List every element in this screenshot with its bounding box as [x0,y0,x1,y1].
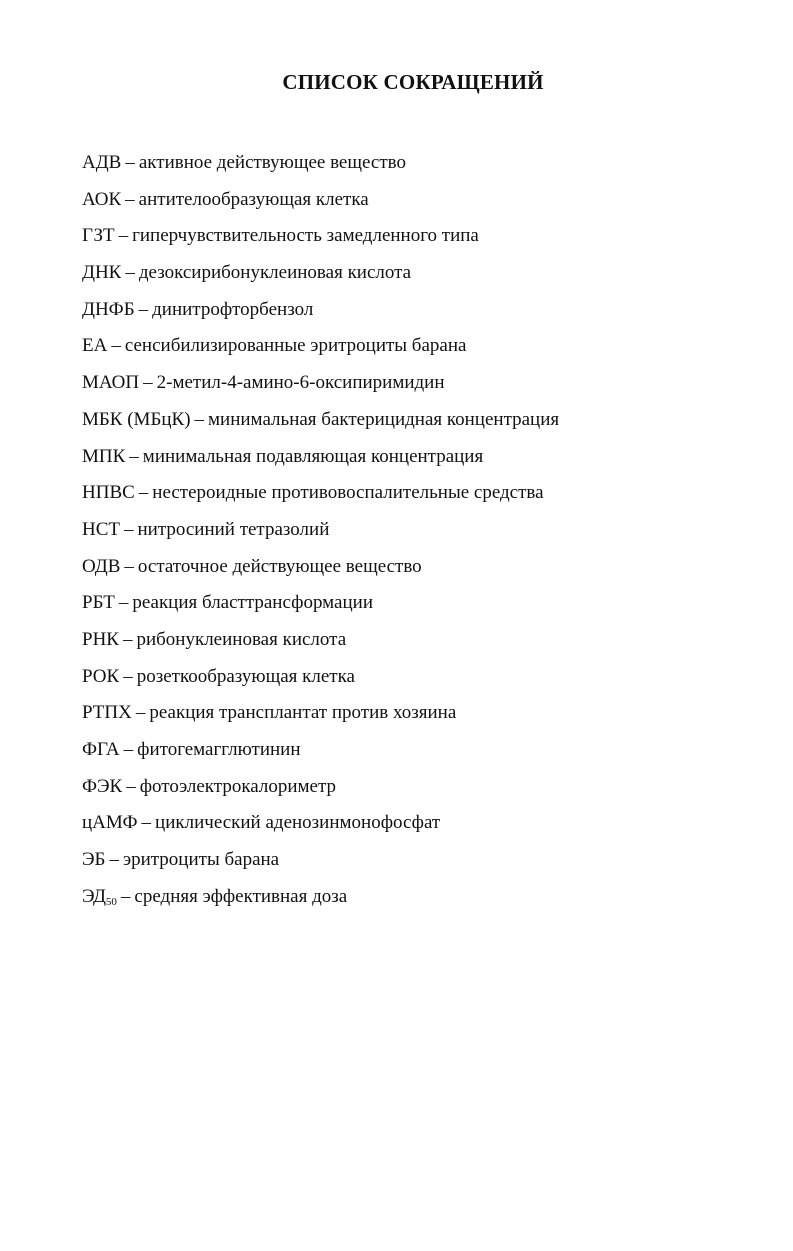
definition: 2-метил-4-амино-6-оксипиримидин [156,372,445,394]
definition: активное действующее вещество [138,152,406,173]
dash-separator: – [120,885,131,907]
definition: средняя эффективная доза [134,885,348,907]
definition: гиперчувствительность замедленного типа [132,225,479,247]
dash-separator: – [141,812,152,834]
list-item [82,407,772,444]
dash-separator: – [123,665,133,687]
dash-separator: – [124,518,134,540]
definition: антителообразующая клетка [138,188,369,210]
abbreviation: ГЗТ [82,225,115,247]
list-item [82,627,772,664]
abbreviation: РНК [82,628,119,650]
dash-separator: – [118,225,129,247]
definition: реакция трансплантат против хозяина [149,702,457,724]
dash-separator: – [125,152,135,173]
definition: фотоэлектрокалориметр [139,775,337,797]
abbreviation: НСТ [82,518,120,540]
list-item [82,810,772,847]
abbreviation: МАОП [82,372,140,394]
list-item [82,260,772,297]
abbreviation-subscript: 50 [105,895,117,908]
dash-separator: – [109,849,119,871]
dash-separator: – [111,335,121,357]
abbreviation: ФГА [82,739,120,760]
dash-separator: – [138,298,149,320]
list-item [82,590,772,627]
abbreviation: ЕА [82,335,108,357]
dash-separator: – [143,372,153,394]
definition: динитрофторбензол [152,298,314,320]
list-item [82,700,772,737]
list-item [82,370,772,407]
list-item [82,480,772,517]
dash-separator: – [194,408,205,430]
list-item [82,444,772,481]
definition: розеткообразующая клетка [136,665,355,687]
dash-separator: – [123,739,134,760]
dash-separator: – [125,262,135,284]
list-item [82,333,772,370]
abbreviation: МБК (МБцК) [82,408,191,430]
list-item [82,737,772,774]
abbreviation-base: ЭД [82,885,106,907]
abbreviation [82,886,117,907]
dash-separator: – [129,445,139,467]
abbreviation: АДВ [82,152,122,173]
page-title: СПИСОК СОКРАЩЕНИЙ [282,70,544,94]
list-item [82,187,772,224]
definition: минимальная бактерицидная концентрация [208,408,560,430]
dash-separator: – [118,592,129,614]
definition: рибонуклеиновая кислота [136,628,347,650]
definition: минимальная подавляющая концентрация [142,445,484,467]
definition: сенсибилизированные эритроциты барана [124,335,467,357]
abbreviation: ЭБ [82,849,106,871]
list-item [82,774,772,811]
abbreviation: ДНФБ [82,298,135,320]
list-item [82,517,772,554]
list-item [82,150,772,187]
definition: нитросиний тетразолий [137,518,330,540]
definition: циклический аденозинмонофосфат [155,812,441,834]
definition: эритроциты барана [122,849,280,871]
definition: нестероидные противовоспалительные средства [152,482,544,504]
definition: реакция бласттрансформации [132,592,373,614]
abbreviation: ФЭК [82,775,123,797]
list-item [82,884,772,921]
list-item [82,847,772,884]
abbreviation: РБТ [82,592,115,614]
abbreviation: РТПХ [82,702,132,724]
abbreviation: МПК [82,445,126,467]
abbreviation: ДНК [82,262,122,284]
dash-separator: – [138,482,149,504]
abbreviation: НПВС [82,482,135,504]
abbreviation: цАМФ [82,812,138,834]
definition: дезоксирибонуклеиновая кислота [138,262,412,284]
abbreviation: РОК [82,665,120,687]
abbreviation-list [82,150,772,920]
dash-separator: – [122,628,133,650]
list-item [82,664,772,701]
abbreviation: ОДВ [82,555,121,577]
list-item [82,297,772,334]
list-item [82,223,772,260]
abbreviation: АОК [82,188,122,210]
definition: остаточное действующее вещество [137,555,422,577]
dash-separator: – [125,188,135,210]
list-item [82,554,772,591]
dash-separator: – [135,702,146,724]
definition: фитогемагглютинин [137,739,301,760]
dash-separator: – [124,555,134,577]
dash-separator: – [126,775,136,797]
